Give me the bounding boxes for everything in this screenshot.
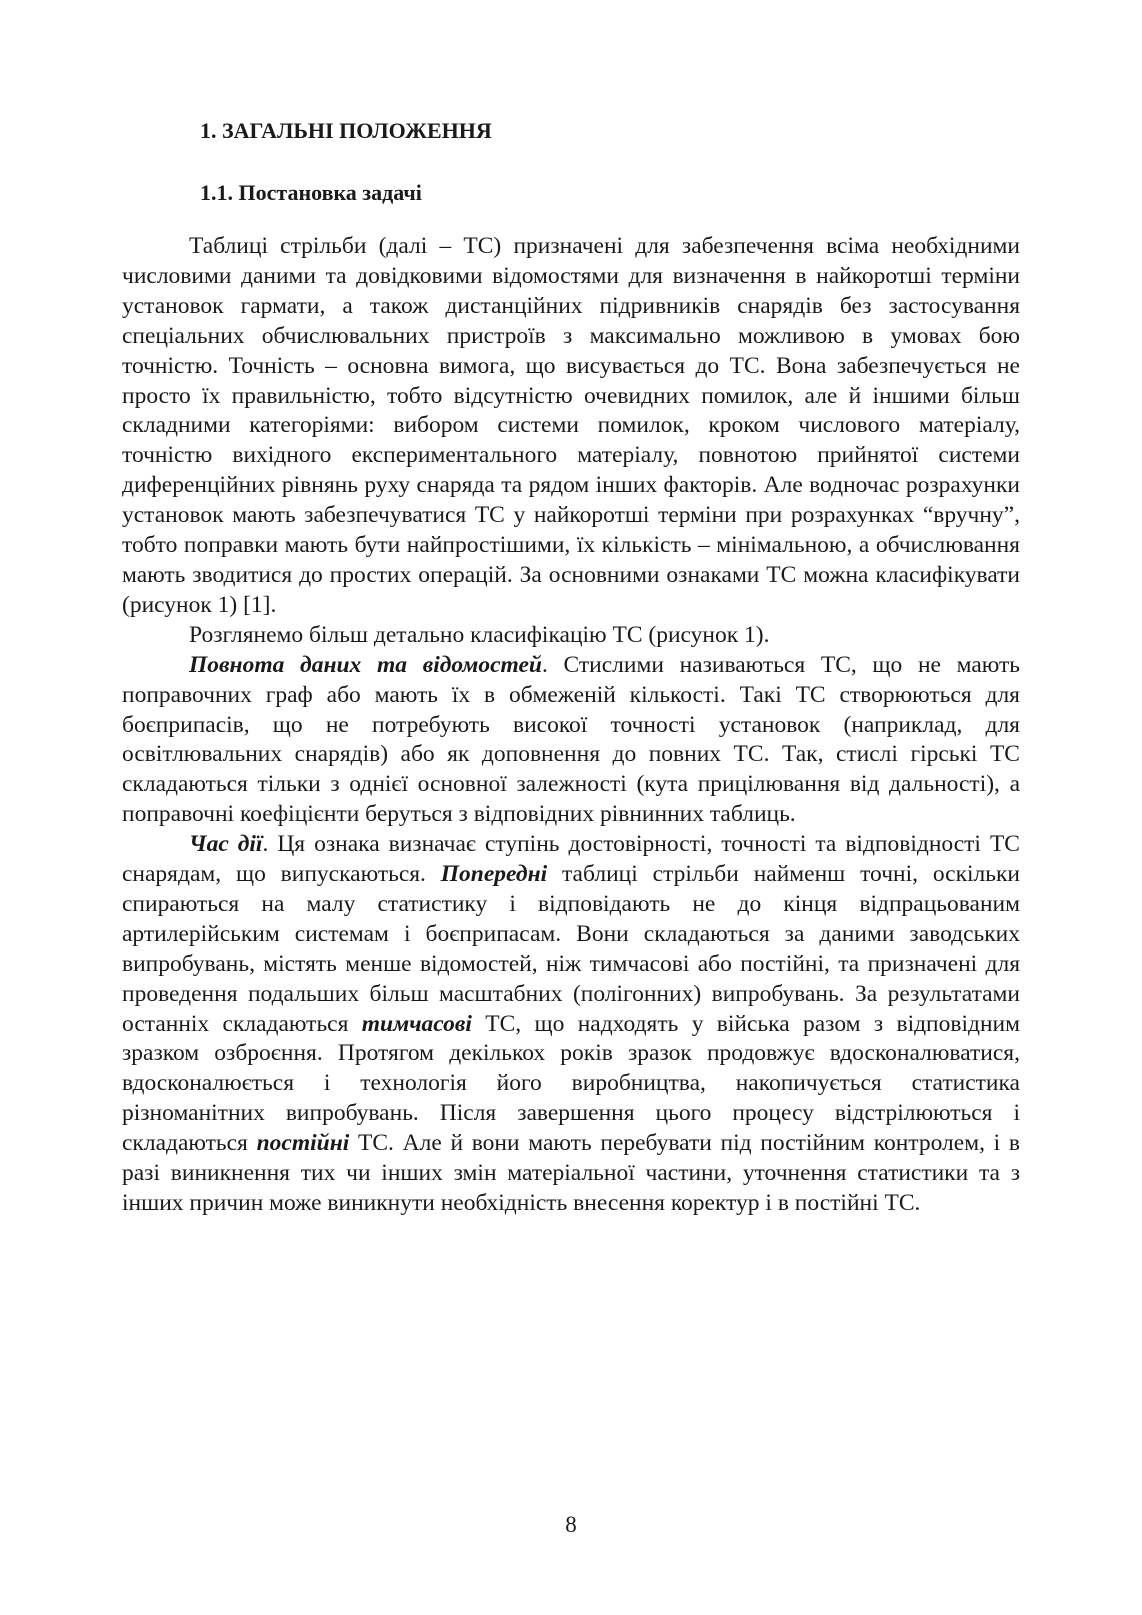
paragraph-validity-time (122, 830, 1020, 1219)
term-permanent: постійні (256, 1130, 350, 1157)
subsection-heading: 1.1. Постановка задачі (200, 180, 422, 205)
term-temporary: тимчасові (361, 1010, 472, 1037)
term-validity-time: Час дії (189, 831, 263, 858)
body-text (122, 232, 1020, 1219)
paragraph-completeness (122, 651, 1020, 830)
term-completeness: Повнота даних та відомостей (189, 651, 542, 678)
paragraph-validity-text-c: ТС, що надходять у війська разом з відповідним зразком озброєння. Протягом декількох років зразок продовжує вдосконалюватися, вдосконалюється і технологія його виробництва, накопичується статистика різноманітних випробувань. Після завершення цього процесу відстрілюються і складаються (122, 1010, 1020, 1157)
section-heading: 1. ЗАГАЛЬНІ ПОЛОЖЕННЯ (200, 118, 492, 143)
paragraph-completeness-text: . Стислими називаються ТС, що не мають поправочних граф або мають їх в обмеженій кількості. Такі ТС створюються для боєприпасів, що не потребують високої точності установок (наприклад, для освітлювальних снарядів) або як доповнення до повних ТС. Так, стислі гірські ТС складаються тільки з однієї основної залежності (кута прицілювання від дальності), а поправочні коефіцієнти беруться з відповідних рівнинних таблиць. (122, 651, 1020, 828)
paragraph-validity-text-d: ТС. Але й вони мають перебувати під постійним контролем, і в разі виникнення тих чи інших змін матеріальної частини, уточнення статистики та з інших причин може виникнути необхідність внесення коректур і в постійні ТС. (122, 1130, 1020, 1216)
paragraph-validity-text-b: таблиці стрільби найменш точні, оскільки спираються на малу статистику і відповідають не до кінця відпрацьованим артилерійським системам і боєприпасам. Вони складаються за даними заводських випробувань, містять менше відомостей, ніж тимчасові або постійні, та призначені для проведення подальших більш масштабних (полігонних) випробувань. За результатами останніх складаються (122, 861, 1020, 1037)
paragraph-validity-text-a: . Ця ознака визначає ступінь достовірності, точності та відповідності ТС снарядам, що випускаються. (122, 831, 1020, 888)
term-preliminary: Попередні (440, 861, 548, 888)
paragraph-intro: Таблиці стрільби (далі – ТС) призначені для забезпечення всіма необхідними числовими даними та довідковими відомостями для визначення в найкоротші терміни установок гармати, а також дистанційних підривників снарядів без застосування спеціальних обчислювальних пристроїв з максимально можливою в умовах бою точністю. Точність – основна вимога, що висувається до ТС. Вона забезпечується не просто їх правильністю, тобто відсутністю очевидних помилок, але й іншими більш складними категоріями: вибором системи помилок, кроком числового матеріалу, точністю вихідного експериментального матеріалу, повнотою прийнятої системи диференційних рівнянь руху снаряда та рядом інших факторів. Але водночас розрахунки установок мають забезпечуватися ТС у найкоротші терміни при розрахунках “вручну”, тобто поправки мають бути найпростішими, їх кількість – мінімальною, а обчислювання мають зводитися до простих операцій. За основними ознаками ТС можна класифікувати (рисунок 1) [1]. (122, 233, 1020, 618)
paragraph-classification: Розглянемо більш детально класифікацію ТС (рисунок 1). (189, 621, 770, 648)
page-number: 8 (565, 1512, 577, 1537)
